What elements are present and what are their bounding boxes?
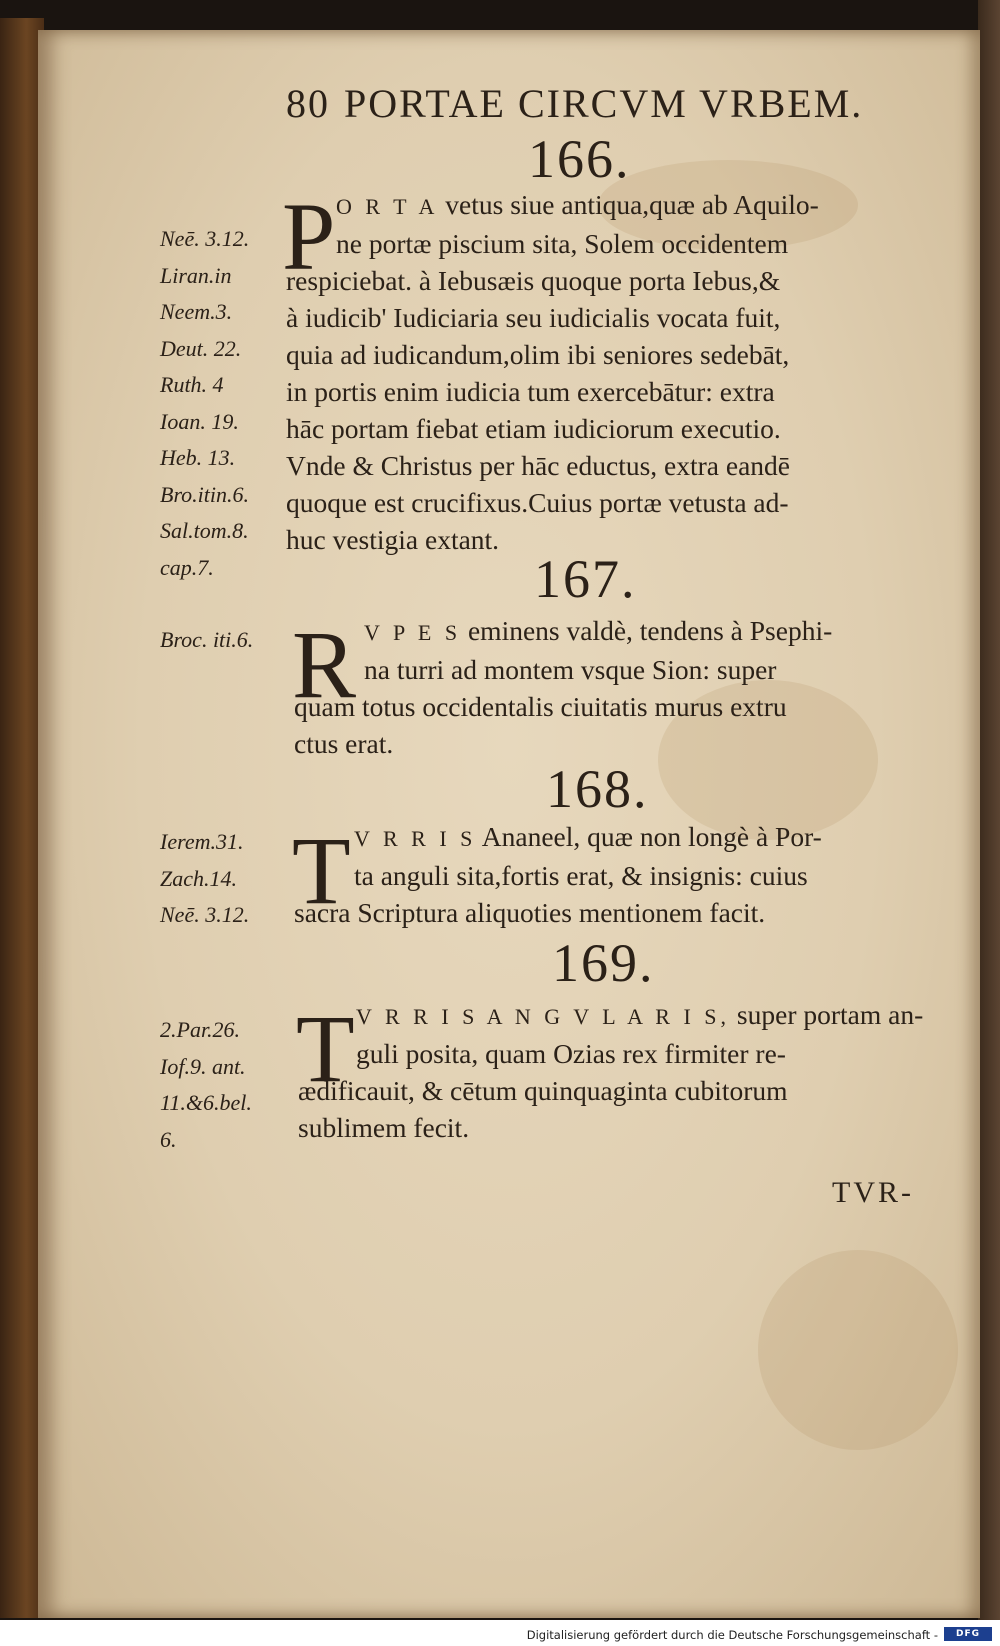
section-number: 167. — [534, 549, 637, 609]
text-line: Ierem.31. — [160, 829, 244, 854]
text-line: Heb. 13. — [160, 445, 236, 470]
text-line: quam totus occidentalis ciuitatis murus extru — [294, 691, 787, 722]
text-line: Ioan. 19. — [160, 408, 239, 434]
text-line — [294, 612, 934, 651]
text-line: ctus erat. — [294, 728, 394, 759]
section-number: 168. — [546, 759, 649, 819]
text-line: Deut. 22. — [160, 335, 242, 361]
text-line: Iof.9. ant. — [160, 1053, 246, 1079]
small-caps-word: V R R I S A N G V L A R I S, — [356, 1004, 731, 1029]
margin-notes — [160, 221, 249, 586]
dfg-logo: DFG — [944, 1627, 992, 1641]
paragraph-166 — [286, 186, 926, 558]
running-header — [286, 80, 863, 127]
catchword: TVR- — [832, 1176, 914, 1209]
drop-initial: P — [282, 183, 336, 290]
text-line: sacra Scriptura aliquoties mentionem facit. — [294, 897, 766, 928]
water-stain — [758, 1250, 958, 1450]
margin-notes — [160, 1012, 252, 1158]
text-line: respiciebat. à Iebusæis quoque porta Iebus,& — [286, 265, 781, 296]
drop-initial: R — [292, 611, 357, 718]
text-line: quia ad iudicandum,olim ibi seniores sedebāt, — [286, 339, 790, 370]
text-line-content: eminens valdè, tendens à Psephi- — [467, 615, 833, 646]
text-line: ta anguli sita,fortis erat, & insignis: cuius — [354, 860, 808, 891]
text-line: na turri ad montem vsque Sion: super — [364, 654, 777, 685]
text-line: Vnde & Christus per hāc eductus, extra eandē — [286, 450, 790, 481]
text-line: Broc. iti.6. — [160, 627, 254, 652]
text-line: 11.&6.bel. — [160, 1090, 252, 1115]
text-line: 6. — [160, 1126, 177, 1152]
small-caps-word: V R R I S — [354, 826, 477, 851]
small-caps-word: V P E S — [364, 620, 462, 645]
small-caps-word: O R T A — [336, 194, 439, 219]
text-line: hāc portam fiebat etiam iudiciorum executio. — [286, 413, 781, 444]
text-line: Liran.in — [160, 262, 232, 288]
page-number: 80 — [286, 81, 330, 126]
text-line: Ruth. 4 — [160, 372, 224, 397]
text-line: Bro.itin.6. — [160, 481, 250, 507]
paragraph-167 — [294, 612, 934, 762]
section-number: 166. — [528, 129, 631, 189]
text-line: guli posita, quam Ozias rex firmiter re- — [356, 1038, 786, 1069]
text-line: à iudicib' Iudiciaria seu iudicialis vocata fuit, — [286, 302, 781, 333]
section-number: 169. — [552, 933, 655, 993]
text-line: cap.7. — [160, 554, 214, 580]
text-line-content: Ananeel, quæ non longè à Por- — [481, 821, 822, 852]
text-line: 2.Par.26. — [160, 1017, 241, 1042]
margin-notes — [160, 622, 253, 659]
text-line: Zach.14. — [160, 865, 237, 891]
text-line: Sal.tom.8. — [160, 518, 249, 543]
text-line: Neē. 3.12. — [160, 226, 250, 251]
margin-notes — [160, 824, 249, 934]
text-line — [294, 818, 934, 857]
text-line — [298, 996, 938, 1035]
paragraph-169 — [298, 996, 938, 1146]
text-line: huc vestigia extant. — [286, 524, 500, 555]
text-line — [286, 186, 926, 225]
drop-initial: T — [296, 995, 355, 1102]
book-spine-edge — [978, 0, 1000, 1620]
text-line-content: vetus siue antiqua,quæ ab Aquilo- — [445, 189, 819, 220]
text-line: quoque est crucifixus.Cuius portæ vetusta ad- — [286, 487, 789, 518]
text-line: Neem.3. — [160, 299, 233, 324]
text-line: Neē. 3.12. — [160, 902, 250, 927]
drop-initial: T — [292, 817, 351, 924]
running-title: PORTAE CIRCVM VRBEM. — [344, 81, 864, 126]
text-line: ne portæ piscium sita, Solem occidentem — [336, 228, 789, 259]
text-line-content: super portam an- — [736, 999, 924, 1030]
footer-credit: Digitalisierung gefördert durch die Deutsche Forschungsgemeinschaft - — [526, 1628, 938, 1642]
text-line: ædificauit, & cētum quinquaginta cubitorum — [298, 1075, 788, 1106]
text-line: in portis enim iudicia tum exercebātur: extra — [286, 376, 775, 407]
text-line: sublimem fecit. — [298, 1112, 470, 1143]
paragraph-168 — [294, 818, 934, 931]
